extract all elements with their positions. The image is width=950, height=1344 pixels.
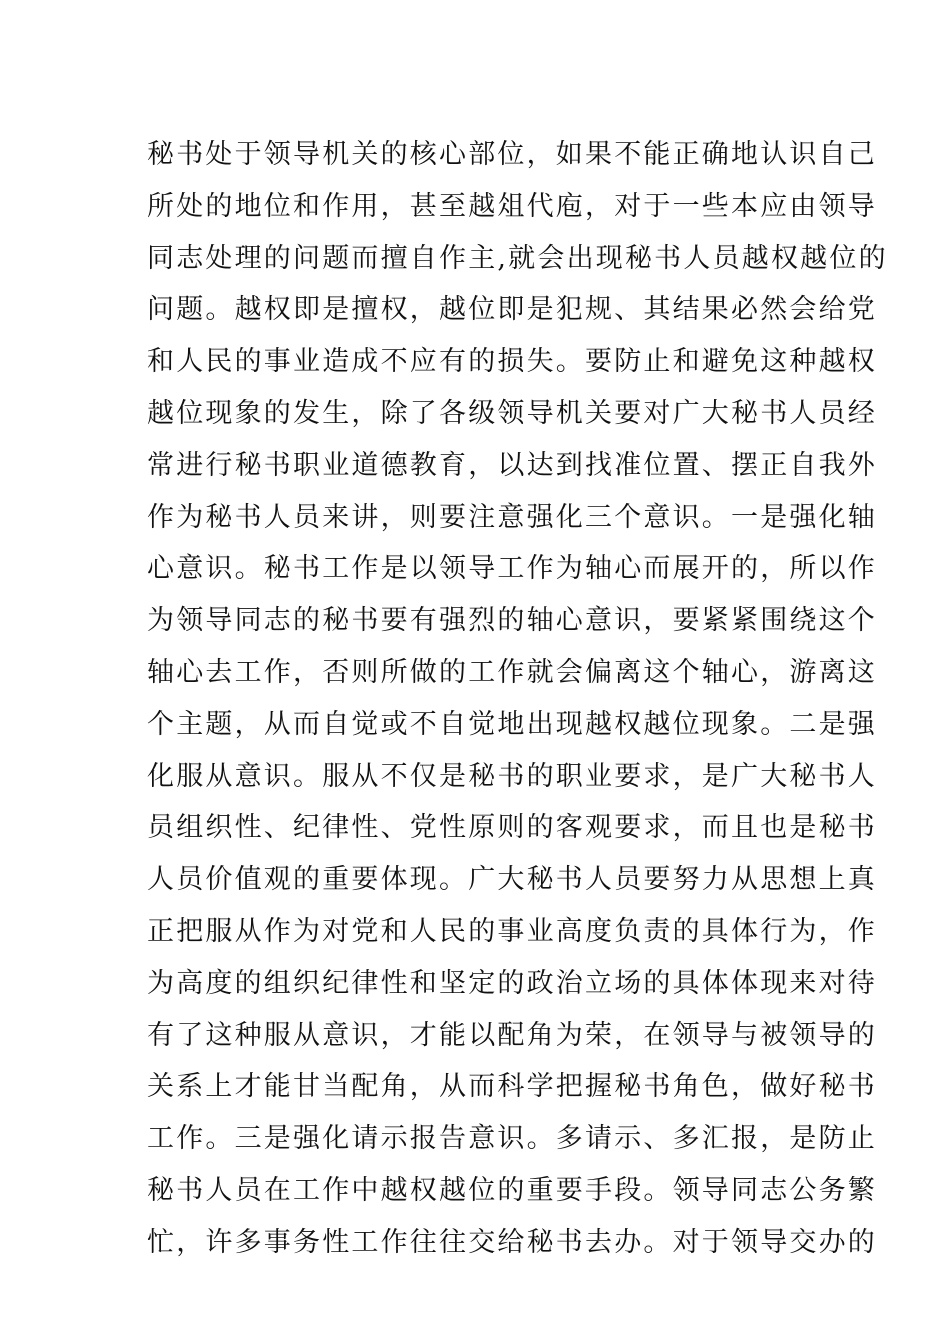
text-line: 所处的地位和作用，甚至越俎代庖，对于一些本应由领导 <box>147 190 877 222</box>
text-line: 工作。三是强化请示报告意识。多请示、多汇报，是防止 <box>147 1123 877 1155</box>
text-line: 员组织性、纪律性、党性原则的客观要求，而且也是秘书 <box>147 812 877 844</box>
text-line: 心意识。秘书工作是以领导工作为轴心而展开的，所以作 <box>147 553 877 585</box>
text-line: 个主题，从而自觉或不自觉地出现越权越位现象。二是强 <box>147 708 877 740</box>
text-line: 和人民的事业造成不应有的损失。要防止和避免这种越权 <box>147 346 877 378</box>
text-line: 秘书人员在工作中越权越位的重要手段。领导同志公务繁 <box>147 1174 877 1206</box>
text-line: 为领导同志的秘书要有强烈的轴心意识，要紧紧围绕这个 <box>147 605 877 637</box>
text-line: 常进行秘书职业道德教育，以达到找准位置、摆正自我外 <box>147 449 877 481</box>
text-line: 人员价值观的重要体现。广大秘书人员要努力从思想上真 <box>147 864 877 896</box>
text-line: 化服从意识。服从不仅是秘书的职业要求，是广大秘书人 <box>147 760 877 792</box>
text-line: 越位现象的发生，除了各级领导机关要对广大秘书人员经 <box>147 397 877 429</box>
text-line: 秘书处于领导机关的核心部位，如果不能正确地认识自己 <box>147 139 877 170</box>
text-line: 有了这种服从意识，才能以配角为荣，在领导与被领导的 <box>147 1019 877 1051</box>
text-line: 问题。越权即是擅权，越位即是犯规、其结果必然会给党 <box>147 294 877 326</box>
text-line: 作为秘书人员来讲，则要注意强化三个意识。一是强化轴 <box>147 501 877 533</box>
text-line: 同志处理的问题而擅自作主,就会出现秘书人员越权越位的 <box>147 242 888 274</box>
text-line: 正把服从作为对党和人民的事业高度负责的具体行为，作 <box>147 915 877 947</box>
body-text <box>147 129 888 1269</box>
text-line: 轴心去工作，否则所做的工作就会偏离这个轴心，游离这 <box>147 656 877 688</box>
text-line: 为高度的组织纪律性和坚定的政治立场的具体体现来对待 <box>147 967 877 999</box>
text-line: 关系上才能甘当配角，从而科学把握秘书角色，做好秘书 <box>147 1071 877 1103</box>
text-line: 忙，许多事务性工作往往交给秘书去办。对于领导交办的 <box>147 1226 877 1258</box>
